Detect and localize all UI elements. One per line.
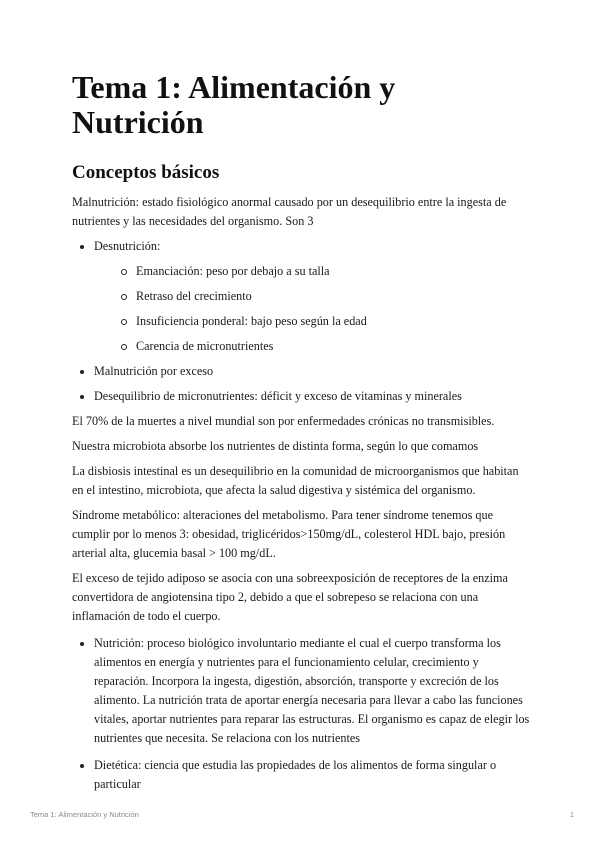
page-title: Tema 1: Alimentación y Nutrición (72, 69, 396, 141)
sub-list-item: Emanciación: peso por debajo a su talla (114, 262, 532, 281)
sub-list-item: Insuficiencia ponderal: bajo peso según la edad (114, 312, 532, 331)
list-item-label: Desnutrición: (94, 239, 161, 254)
sub-list-item: Retraso del crecimiento (114, 287, 532, 306)
intro-paragraph: Malnutrición: estado fisiológico anormal causado por un desequilibrio entre la ingesta de nutrientes y las necesidades del organismo. Son 3 (72, 195, 507, 229)
paragraph: La disbiosis intestinal es un desequilibrio en la comunidad de microorganismos que habitan en el intestino, microbiota, que afecta la salud digestiva y sistémica del organismo. (72, 464, 519, 498)
paragraph: El 70% de la muertes a nivel mundial son por enfermedades crónicas no transmisibles. (72, 414, 495, 429)
page-number: 1 (569, 810, 574, 819)
definition-item: Dietética: ciencia que estudia las propiedades de los alimentos de forma singular o particular (72, 756, 532, 794)
document-page (72, 70, 532, 800)
sub-list (94, 262, 532, 356)
paragraph: El exceso de tejido adiposo se asocia con una sobreexposición de receptores de la enzima convertidora de angiotensina tipo 2, debido a que el sobrepeso se relaciona con una inflamación de todo el cuerpo. (72, 571, 508, 624)
definitions-list (72, 634, 532, 794)
page-footer (30, 810, 574, 819)
list-item (72, 237, 532, 356)
malnutrition-list (72, 237, 532, 406)
footer-title: Tema 1: Alimentación y Nutrición (30, 810, 139, 819)
list-item: Desequilibrio de micronutrientes: déficit y exceso de vitaminas y minerales (72, 387, 532, 406)
definition-item: Nutrición: proceso biológico involuntario mediante el cual el cuerpo transforma los alimentos en energía y nutrientes para el funcionamiento celular, crecimiento y reparación. Incorpora la ingesta, digestión, absorción, transporte y excreción de los alimento. La nutrición trata de aportar energía necesaria para llevar a cabo las funciones vitales, aportar nutrientes para reparar las estructuras. El organismo es capaz de elegir los nutrientes que necesita. Se relaciona con los nutrientes (72, 634, 532, 748)
sub-list-item: Carencia de micronutrientes (114, 337, 532, 356)
paragraph: Síndrome metabólico: alteraciones del metabolismo. Para tener síndrome tenemos que cumplir por lo menos 3: obesidad, triglicéridos>150mg/dL, colesterol HDL bajo, presión arterial alta, glucemia basal > 100 mg/dL. (72, 508, 506, 561)
section-heading: Conceptos básicos (72, 162, 220, 184)
list-item: Malnutrición por exceso (72, 362, 532, 381)
paragraph: Nuestra microbiota absorbe los nutrientes de distinta forma, según lo que comamos (72, 439, 479, 454)
